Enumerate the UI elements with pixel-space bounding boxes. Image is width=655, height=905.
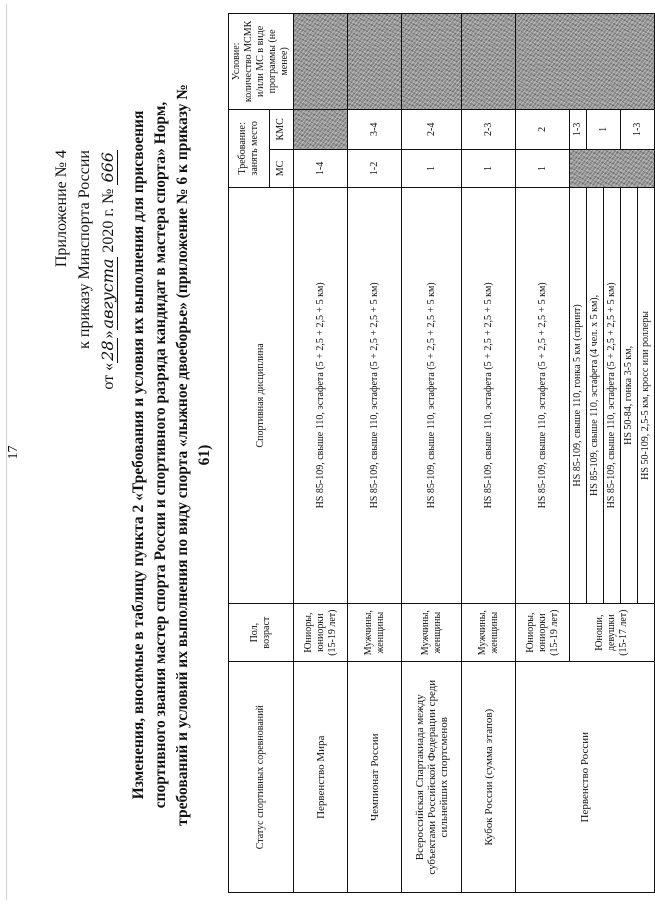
- row-kms: 1-3: [621, 109, 655, 149]
- row-discipline: HS 85-109, свыше 110, эстафета (5 + 2,5 + 2,5 + 5 км): [402, 187, 462, 603]
- row-ms: 1-4: [294, 149, 348, 187]
- row-kms: 2-3: [462, 109, 516, 149]
- row-status-russia: Первенство России: [516, 662, 655, 893]
- row-condition-shaded: [462, 14, 516, 110]
- appendix-line-1: Приложение № 4: [53, 150, 70, 268]
- row-kms: 1: [587, 109, 621, 149]
- row-kms: 2: [516, 109, 570, 149]
- header-condition: Условие: количество МСМК и/или МС в виде программы (не менее): [229, 14, 294, 110]
- row-ms-shaded: [570, 149, 655, 187]
- row-discipline: HS 85-109, свыше 110, эстафета (5 + 2,5 + 2,5 + 5 км): [348, 187, 402, 603]
- row-discipline: HS 85-109, свыше 110, эстафета (4 чел. х 5 км),: [587, 187, 604, 603]
- row-kms-shaded: [294, 109, 348, 149]
- row-ms: 1-2: [348, 149, 402, 187]
- requirements-table: [228, 13, 655, 893]
- header-ms: МС: [269, 149, 293, 187]
- row-discipline: HS 50-84, гонка 3-5 км,: [621, 187, 638, 603]
- row-status: Всероссийская Спартакиада между субъектами Российской Федерации среди сильнейших спортсменов: [402, 662, 462, 893]
- table-row: [462, 14, 516, 893]
- table-row: [516, 14, 570, 893]
- row-discipline: HS 85-109, свыше 110, эстафета (5 + 2,5 + 2,5 + 5 км): [462, 187, 516, 603]
- appendix-line-2: к приказу Минспорта России: [76, 150, 93, 349]
- row-discipline: HS 85-109, свыше 110, эстафета (5 + 2,5 + 2,5 + 5 км): [294, 187, 348, 603]
- row-condition-shaded: [294, 14, 348, 110]
- document-title: Изменения, вносимые в таблицу пункта 2 «Требования и условия их выполнения для присвоения спортивного звания мастер спорта России и спортивного разряда кандидат в мастера спорта» Норм, требований и условий их выполнения по виду спорта «лыжное двоеборье» (приложение № 6 к приказу № 61): [130, 84, 213, 826]
- row-status: Кубок России (сумма этапов): [462, 662, 516, 893]
- header-gender: Пол, возраст: [229, 603, 294, 662]
- row-discipline: HS 85-109, свыше 110, эстафета (5 + 2,5 + 2,5 + 5 км): [604, 187, 621, 603]
- row-gender: Юниоры, юниорки (15-19 лет): [294, 603, 348, 662]
- header-requirement: Требование: занять место: [229, 109, 270, 187]
- row-discipline: HS 85-109, свыше 110, гонка 5 км (спринт): [570, 187, 587, 603]
- row-kms: 1-3: [570, 109, 587, 149]
- appendix-block: [50, 150, 120, 390]
- row-condition-shaded: [402, 14, 462, 110]
- table-header-row: [229, 14, 270, 893]
- row-gender: Мужчины, женщины: [348, 603, 402, 662]
- appendix-line-3: [96, 150, 120, 390]
- appendix-month: августа: [98, 258, 117, 329]
- row-status: Чемпионат России: [348, 662, 402, 893]
- table-row: [294, 14, 348, 893]
- appendix-day: 28: [98, 340, 117, 361]
- header-status: Статус спортивных соревнований: [229, 662, 294, 893]
- row-status: Первенство Мира: [294, 662, 348, 893]
- row-gender: Мужчины, женщины: [462, 603, 516, 662]
- header-kms: КМС: [269, 109, 293, 149]
- table-row: [402, 14, 462, 893]
- row-kms: 2-4: [402, 109, 462, 149]
- row-condition-shaded: [516, 14, 655, 110]
- table-row: [348, 14, 402, 893]
- row-ms: 1: [462, 149, 516, 187]
- row-kms: 3-4: [348, 109, 402, 149]
- row-gender: Юноши, девушки (15-17 лет): [570, 603, 655, 662]
- appendix-year: 2020 г. №: [100, 188, 117, 253]
- row-ms: 1: [516, 149, 570, 187]
- appendix-date-prefix: от «: [100, 362, 117, 390]
- row-ms: 1: [402, 149, 462, 187]
- appendix-order-number: 666: [98, 152, 117, 183]
- header-discipline: Спортивная дисциплина: [229, 187, 294, 603]
- row-discipline: HS 85-109, свыше 110, эстафета (5 + 2,5 + 2,5 + 5 км): [516, 187, 570, 603]
- appendix-date-mid: »: [100, 330, 117, 339]
- row-condition-shaded: [348, 14, 402, 110]
- row-discipline: HS 50-109, 2,5-5 км, кросс или роллеры: [638, 187, 655, 603]
- page-number: 17: [6, 445, 21, 460]
- row-gender: Мужчины, женщины: [402, 603, 462, 662]
- row-gender: Юниоры, юниорки (15-19 лет): [516, 603, 570, 662]
